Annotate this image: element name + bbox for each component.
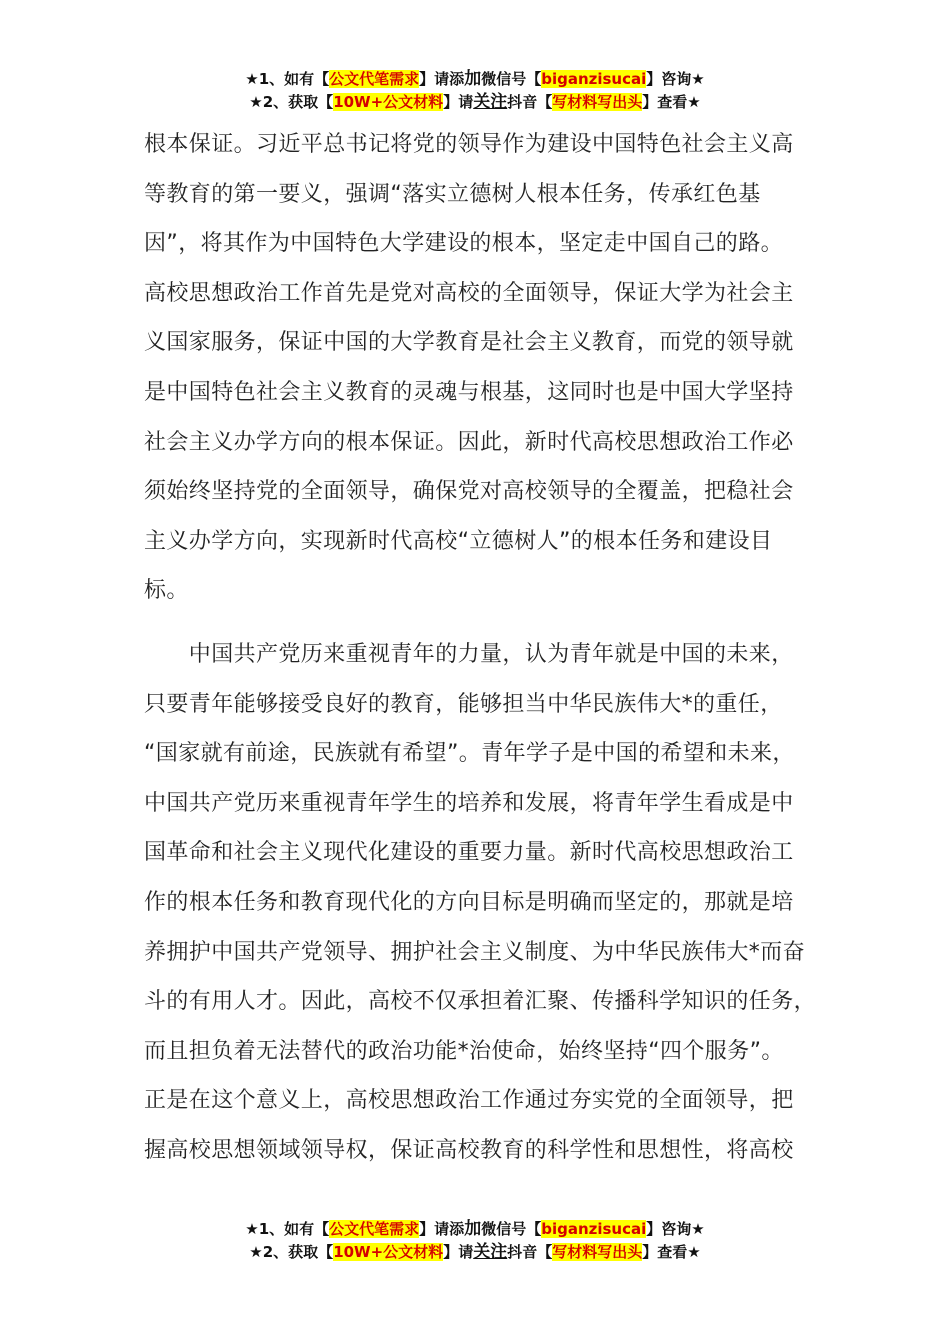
banner-text: 关注 — [473, 1242, 508, 1262]
document-body — [144, 120, 816, 1175]
banner-line-1 — [0, 1218, 950, 1241]
text-line: 义国家服务，保证中国的大学教育是社会主义教育，而党的领导就 — [144, 330, 794, 356]
banner-text: 微信号【 — [481, 70, 542, 88]
text-line: 标。 — [144, 578, 189, 604]
banner-text: ★2、获取【 — [249, 1243, 334, 1261]
text-line: 主义办学方向，实现新时代高校“立德树人”的根本任务和建设目 — [144, 528, 773, 554]
banner-text: 】请添 — [419, 1220, 465, 1238]
banner-line-2 — [0, 1241, 950, 1264]
highlight-wechat-id: biganzisucai — [541, 1220, 647, 1238]
text-line: 握高校思想领域领导权，保证高校教育的科学性和思想性，将高校 — [144, 1137, 794, 1163]
paragraph-1 — [144, 120, 816, 616]
banner-text: 加 — [464, 69, 482, 89]
banner-text: 关注 — [473, 92, 508, 112]
footer-banner — [0, 1218, 950, 1264]
highlight-materials: 10W+公文材料 — [333, 1243, 444, 1261]
banner-text: 】查看★ — [642, 93, 701, 111]
text-line: 中国共产党历来重视青年学生的培养和发展，将青年学生看成是中 — [144, 790, 794, 816]
text-line: 而且担负着无法替代的政治功能*治使命，始终坚持“四个服务”。 — [144, 1038, 784, 1064]
banner-text: 微信号【 — [481, 1220, 542, 1238]
text-line: 养拥护中国共产党领导、拥护社会主义制度、为中华民族伟大*而奋 — [144, 939, 806, 965]
text-line: 是中国特色社会主义教育的灵魂与根基，这同时也是中国大学坚持 — [144, 379, 794, 405]
banner-text: 抖音【 — [507, 93, 553, 111]
banner-text: 抖音【 — [507, 1243, 553, 1261]
paragraph-spacer — [144, 616, 816, 630]
text-line: 须始终坚持党的全面领导，确保党对高校领导的全覆盖，把稳社会 — [144, 479, 794, 505]
text-line: 等教育的第一要义，强调“落实立德树人根本任务，传承红色基 — [144, 181, 761, 207]
highlight-service: 公文代笔需求 — [329, 1220, 420, 1238]
highlight-materials: 10W+公文材料 — [333, 93, 444, 111]
paragraph-2 — [144, 630, 816, 1176]
text-line: 根本保证。习近平总书记将党的领导作为建设中国特色社会主义高 — [144, 132, 794, 157]
text-line: 国革命和社会主义现代化建设的重要力量。新时代高校思想政治工 — [144, 840, 794, 866]
header-banner — [0, 68, 950, 114]
text-line: “国家就有前途，民族就有希望”。青年学子是中国的希望和未来， — [144, 741, 795, 767]
highlight-douyin: 写材料写出头 — [552, 1243, 643, 1261]
text-line: 中国共产党历来重视青年的力量，认为青年就是中国的未来， — [144, 641, 794, 667]
banner-text: 】咨询★ — [646, 70, 705, 88]
banner-text: 】查看★ — [642, 1243, 701, 1261]
text-line: 正是在这个意义上，高校思想政治工作通过夯实党的全面领导，把 — [144, 1088, 794, 1114]
text-line: 只要青年能够接受良好的教育，能够担当中华民族伟大*的重任， — [144, 691, 783, 717]
banner-text: 】咨询★ — [646, 1220, 705, 1238]
text-line: 斗的有用人才。因此，高校不仅承担着汇聚、传播科学知识的任务， — [144, 989, 817, 1015]
text-line: 高校思想政治工作首先是党对高校的全面领导，保证大学为社会主 — [144, 280, 794, 306]
banner-text: ★1、如有【 — [245, 1220, 330, 1238]
banner-text: ★2、获取【 — [249, 93, 334, 111]
text-line: 因”，将其作为中国特色大学建设的根本，坚定走中国自己的路。 — [144, 231, 783, 257]
banner-text: ★1、如有【 — [245, 70, 330, 88]
banner-text: 】请 — [443, 1243, 474, 1261]
text-line: 作的根本任务和教育现代化的方向目标是明确而坚定的，那就是培 — [144, 889, 794, 915]
highlight-wechat-id: biganzisucai — [541, 70, 647, 88]
banner-line-1 — [0, 68, 950, 91]
banner-line-2 — [0, 91, 950, 114]
text-line: 社会主义办学方向的根本保证。因此，新时代高校思想政治工作必 — [144, 429, 794, 455]
banner-text: 】请 — [443, 93, 474, 111]
banner-text: 】请添 — [419, 70, 465, 88]
banner-text: 加 — [464, 1219, 482, 1239]
highlight-douyin: 写材料写出头 — [552, 93, 643, 111]
highlight-service: 公文代笔需求 — [329, 70, 420, 88]
